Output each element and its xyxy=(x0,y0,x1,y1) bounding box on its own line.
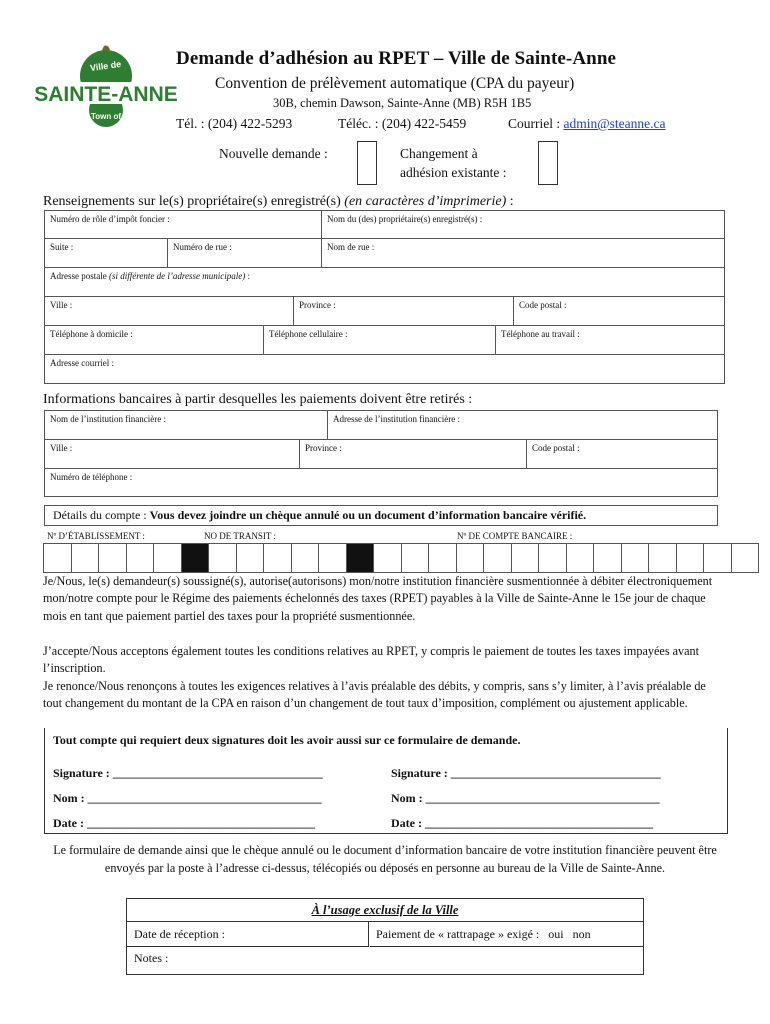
owners-table-row1 xyxy=(44,210,725,239)
owners-table-row6 xyxy=(44,354,725,384)
separator-box xyxy=(181,544,209,573)
institution-number-label: Nº D’ÉTABLISSEMENT : xyxy=(47,531,145,541)
suite-label: Suite : xyxy=(50,242,74,252)
catchup-payment-field xyxy=(370,922,643,947)
account-details-requirement: Vous devez joindre un chèque annulé ou un document d’information bancaire vérifié. xyxy=(149,508,587,522)
authorization-paragraph-1: Je/Nous, le(s) demandeur(s) soussigné(s), autorise(autorisons) mon/notre institution financière susmentionnée à débiter électroniquement mon/notre compte pour le Régime des paiements échelonnés des taxes (RPET) payables à la Ville de Sainte-Anne le 15e jour de chaque mois en tant que paiement partiel des taxes pour la propriété susmentionnée. xyxy=(43,574,713,623)
digit-box[interactable] xyxy=(566,544,594,573)
owner-names-field[interactable] xyxy=(322,211,725,239)
suite-field[interactable] xyxy=(45,239,168,268)
owner-email-label: Adresse courriel : xyxy=(50,358,114,368)
owners-title-note: (en caractères d’imprimerie) xyxy=(344,194,507,209)
bank-city-label: Ville : xyxy=(50,443,73,453)
digit-box[interactable] xyxy=(99,544,127,573)
owner-names-label: Nom du (des) propriétaire(s) enregistré(s) : xyxy=(327,214,483,224)
home-phone-field[interactable] xyxy=(45,326,264,355)
transit-number-label: NO DE TRANSIT : xyxy=(204,531,276,541)
owners-table-row3 xyxy=(44,267,725,297)
owner-email-field[interactable] xyxy=(45,355,725,384)
owner-postal-label: Code postal : xyxy=(519,300,567,310)
office-use-title: À l’usage exclusif de la Ville xyxy=(311,903,459,917)
signature-line-1[interactable]: Signature : ___________________________________ xyxy=(53,766,323,780)
digit-box[interactable] xyxy=(539,544,567,573)
new-request-label: Nouvelle demande : xyxy=(219,146,328,161)
change-request-checkbox[interactable] xyxy=(538,141,558,185)
notes-field[interactable] xyxy=(127,948,643,973)
digit-box[interactable] xyxy=(44,544,72,573)
bank-table-row2 xyxy=(44,439,718,469)
received-date-label: Date de réception : xyxy=(134,927,225,941)
account-details-label: Détails du compte : xyxy=(53,508,150,522)
digit-box[interactable] xyxy=(429,544,457,573)
account-digit-boxes xyxy=(43,543,759,573)
work-phone-label: Téléphone au travail : xyxy=(501,329,580,339)
owners-table-row4 xyxy=(44,296,725,326)
authorization-paragraph-3: Je renonce/Nous renonçons à toutes les exigences relatives à l’avis préalable des débits, y compris, sans s’y limiter, à l’avis préalable de tout changement du montant de la CPA en raison d’un changement de tout taux d’imposition, complément ou ajustement applicable. xyxy=(43,679,706,711)
street-name-label: Nom de rue : xyxy=(327,242,375,252)
digit-box[interactable] xyxy=(621,544,649,573)
email-link[interactable]: admin@steanne.ca xyxy=(563,116,666,131)
name-line-2[interactable]: Nom : _______________________________________ xyxy=(391,791,660,805)
digit-box[interactable] xyxy=(236,544,264,573)
bank-city-field[interactable] xyxy=(45,440,300,469)
digit-box[interactable] xyxy=(456,544,484,573)
digit-box[interactable] xyxy=(704,544,732,573)
form-subtitle: Convention de prélèvement automatique (CPA du payeur) xyxy=(215,75,575,92)
digit-box[interactable] xyxy=(484,544,512,573)
change-request-label-2: adhésion existante : xyxy=(400,165,507,180)
institution-name-label: Nom de l’institution financière : xyxy=(50,414,166,424)
owner-city-field[interactable] xyxy=(45,297,294,326)
cell-phone-field[interactable] xyxy=(264,326,496,355)
roll-number-field[interactable] xyxy=(45,211,322,239)
home-phone-label: Téléphone à domicile : xyxy=(50,329,133,339)
notes-label: Notes : xyxy=(134,951,169,965)
town-logo xyxy=(34,44,178,130)
bank-section-title: Informations bancaires à partir desquelles les paiements doivent être retirés : xyxy=(43,392,473,407)
bank-phone-label: Numéro de téléphone : xyxy=(50,472,133,482)
institution-address-field[interactable] xyxy=(328,411,718,440)
logo-top-text: Ville de xyxy=(89,58,122,74)
bank-postal-label: Code postal : xyxy=(532,443,580,453)
digit-box[interactable] xyxy=(154,544,182,573)
digit-box[interactable] xyxy=(374,544,402,573)
digit-box[interactable] xyxy=(511,544,539,573)
email-label: Courriel : xyxy=(508,116,564,131)
office-use-box xyxy=(126,898,644,975)
digit-box[interactable] xyxy=(291,544,319,573)
authorization-paragraph-2: J’accepte/Nous acceptons également toutes les conditions relatives au RPET, y compris le paiement de toutes les taxes impayées avant l’inscription. xyxy=(43,644,699,676)
bank-table-row3 xyxy=(44,468,718,497)
digit-box[interactable] xyxy=(264,544,292,573)
digit-box[interactable] xyxy=(676,544,704,573)
owners-title-text: Renseignements sur le(s) propriétaire(s) enregistré(s) xyxy=(43,194,345,209)
owner-province-field[interactable] xyxy=(294,297,514,326)
mailing-address-field[interactable] xyxy=(45,268,725,297)
owners-table-row2 xyxy=(44,238,725,268)
new-request-checkbox[interactable] xyxy=(357,141,377,185)
phone-number: Tél. : (204) 422-5293 xyxy=(176,116,293,131)
digit-box[interactable] xyxy=(319,544,347,573)
institution-address-label: Adresse de l’institution financière : xyxy=(333,414,460,424)
submission-instructions: Le formulaire de demande ainsi que le chèque annulé ou le document d’information bancaire de votre institution financière peuvent être envoyés par la poste à l’adresse ci-dessus, télécopiés ou déposés en personne au bureau de la Ville de Sainte-Anne. xyxy=(53,843,717,875)
bank-phone-field[interactable] xyxy=(45,469,718,497)
logo-main-text: SAINTE-ANNE xyxy=(34,83,178,106)
catchup-yes-option[interactable]: oui xyxy=(548,927,564,941)
received-date-field[interactable] xyxy=(127,922,369,947)
name-line-1[interactable]: Nom : _______________________________________ xyxy=(53,791,322,805)
separator-box xyxy=(346,544,374,573)
street-name-field[interactable] xyxy=(322,239,725,268)
roll-number-label: Numéro de rôle d’impôt foncier : xyxy=(50,214,170,224)
bank-postal-field[interactable] xyxy=(527,440,718,469)
mailing-address-note: (si différente de l’adresse municipale) xyxy=(108,271,246,281)
office-use-header xyxy=(127,899,643,922)
catchup-payment-label: Paiement de « rattrapage » exigé : xyxy=(376,927,540,941)
owner-province-label: Province : xyxy=(299,300,336,310)
bank-province-label: Province : xyxy=(305,443,342,453)
owners-table-row5 xyxy=(44,325,725,355)
mailing-address-end: : xyxy=(245,271,251,281)
date-line-2[interactable]: Date : ______________________________________ xyxy=(391,816,653,830)
digit-box[interactable] xyxy=(71,544,99,573)
digit-box[interactable] xyxy=(731,544,759,573)
fax-number: Téléc. : (204) 422-5459 xyxy=(338,116,467,131)
signature-line-2[interactable]: Signature : ___________________________________ xyxy=(391,766,661,780)
digit-box[interactable] xyxy=(209,544,237,573)
digit-box[interactable] xyxy=(649,544,677,573)
date-line-1[interactable]: Date : ______________________________________ xyxy=(53,816,315,830)
two-signatures-note: Tout compte qui requiert deux signatures doit les avoir aussi sur ce formulaire de demande. xyxy=(53,733,521,747)
street-number-label: Numéro de rue : xyxy=(173,242,232,252)
catchup-no-option[interactable]: non xyxy=(572,927,591,941)
digit-box[interactable] xyxy=(126,544,154,573)
owner-city-label: Ville : xyxy=(50,300,73,310)
town-address: 30B, chemin Dawson, Sainte-Anne (MB) R5H 1B5 xyxy=(273,96,532,110)
account-details-box xyxy=(44,505,718,526)
mailing-address-label xyxy=(45,268,724,281)
owner-postal-field[interactable] xyxy=(514,297,725,326)
street-number-field[interactable] xyxy=(168,239,322,268)
digit-box[interactable] xyxy=(594,544,622,573)
digit-box[interactable] xyxy=(401,544,429,573)
owners-section-title xyxy=(43,194,514,210)
owners-title-end: : xyxy=(506,194,514,209)
work-phone-field[interactable] xyxy=(496,326,725,355)
change-request-label-1: Changement à xyxy=(400,146,478,161)
mailing-address-text: Adresse postale xyxy=(50,271,109,281)
form-title: Demande d’adhésion au RPET – Ville de Sainte-Anne xyxy=(176,48,617,69)
logo-bottom-text: Town of xyxy=(90,112,122,121)
bank-table-row1 xyxy=(44,410,718,440)
account-number-label: Nº DE COMPTE BANCAIRE : xyxy=(457,531,573,541)
bank-province-field[interactable] xyxy=(300,440,527,469)
email-contact xyxy=(508,116,666,132)
cell-phone-label: Téléphone cellulaire : xyxy=(269,329,348,339)
institution-name-field[interactable] xyxy=(45,411,328,440)
